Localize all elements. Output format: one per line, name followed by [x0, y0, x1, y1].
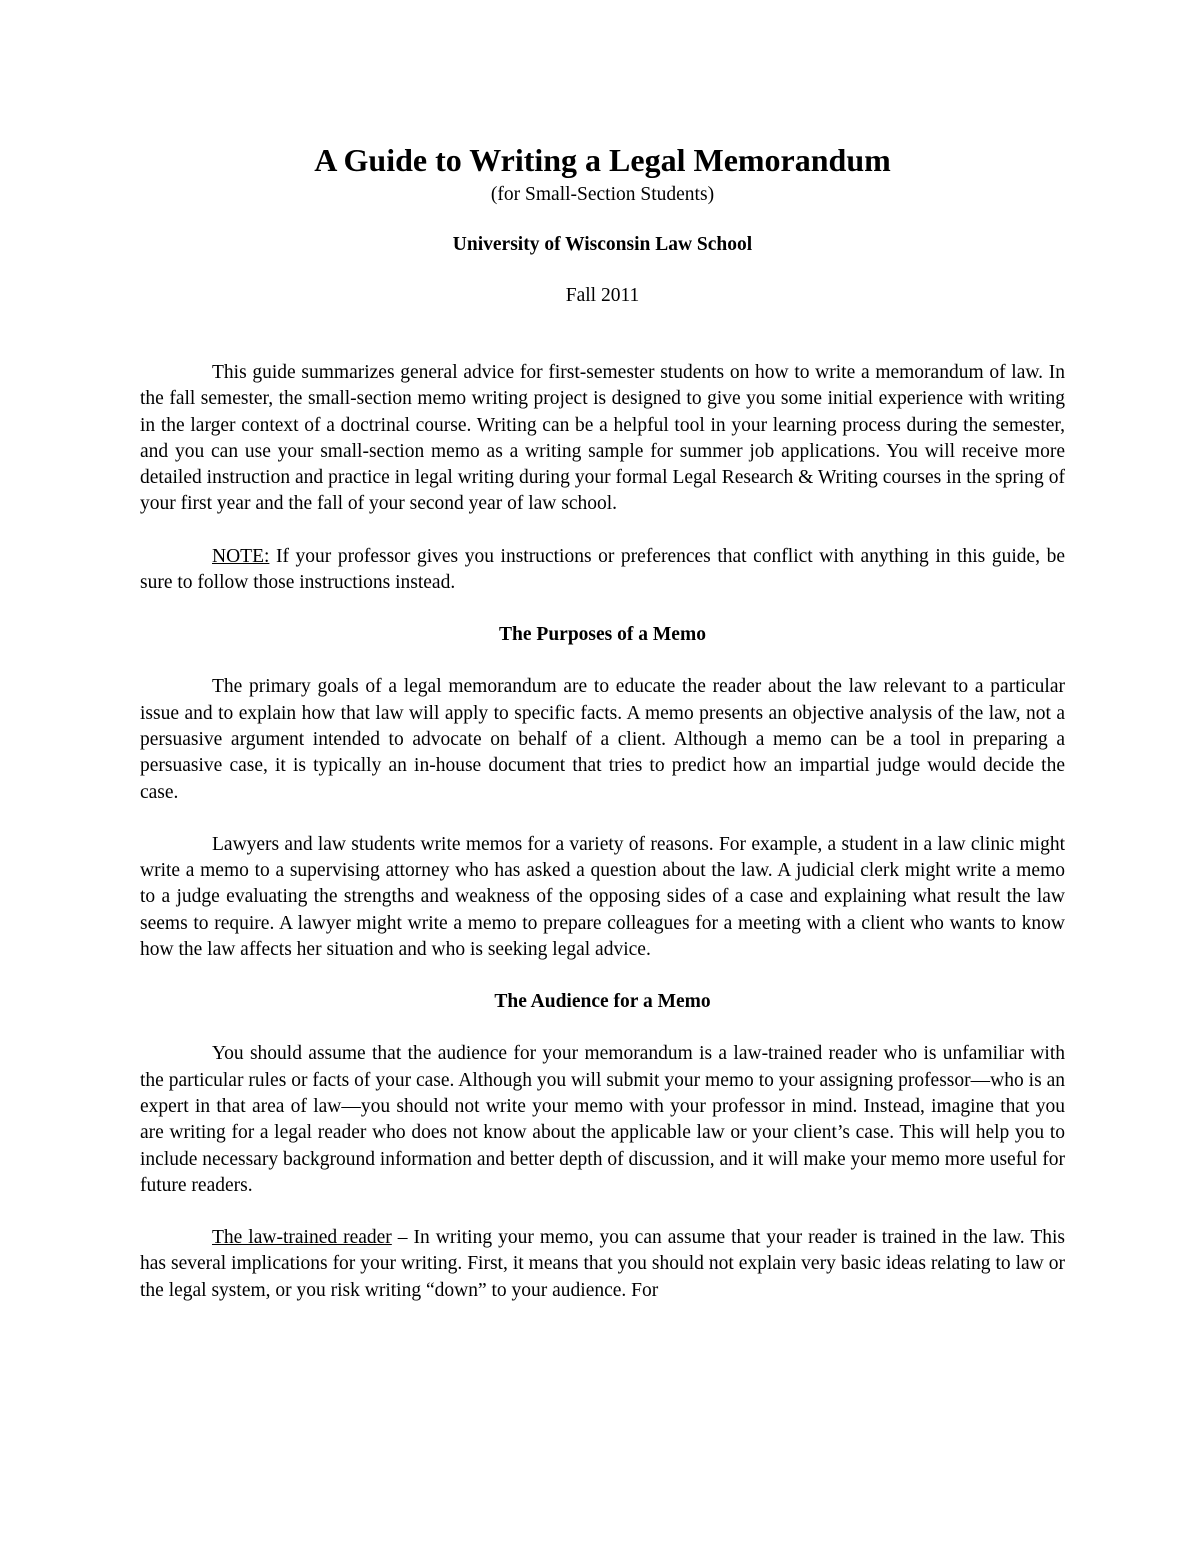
intro-paragraph: This guide summarizes general advice for first-semester students on how to write a memorandum of law. In the fall semester, the small-section memo writing project is designed to give you some initial experience with writing in the larger context of a doctrinal course. Writing can be a helpful tool in your learning process during the semester, and you can use your small-section memo as a writing sample for summer job applications. You will receive more detailed instruction and practice in legal writing during your formal Legal Research & Writing courses in the spring of your first year and the fall of your second year of law school. [140, 362, 1065, 515]
note-text: If your professor gives you instructions or preferences that conflict with anything in this guide, be sure to follow those instructions instead. [140, 545, 1065, 594]
law-trained-paragraph [140, 1225, 1065, 1304]
audience-paragraph-1: You should assume that the audience for your memorandum is a law-trained reader who is unfamiliar with the particular rules or facts of your case. Although you will submit your memo to your assigning professor—who is an expert in that area of law—you should not write your memo with your professor in mind. Instead, imagine that you are writing for a legal reader who does not know about the applicable law or your client’s case. This will help you to include necessary background information and better depth of discussion, and it will make your memo more useful for future readers. [140, 1043, 1065, 1196]
note-label: NOTE: [212, 545, 270, 567]
purposes-heading: The Purposes of a Memo [499, 624, 706, 646]
audience-heading: The Audience for a Memo [494, 991, 711, 1013]
document-body [140, 138, 1065, 1304]
note-paragraph [140, 544, 1065, 597]
law-trained-label: The law-trained reader [212, 1227, 392, 1249]
document-title: A Guide to Writing a Legal Memorandum [314, 142, 891, 178]
term-label: Fall 2011 [565, 285, 640, 306]
document-subtitle: (for Small-Section Students) [490, 184, 715, 205]
institution-name: University of Wisconsin Law School [452, 234, 753, 255]
law-trained-text: – In writing your memo, you can assume that your reader is trained in the law. This has several implications for your writing. First, it means that you should not explain very basic ideas relating to law or the legal system, or you risk writing “down” to your audience. For [140, 1227, 1065, 1301]
purposes-paragraph-2: Lawyers and law students write memos for a variety of reasons. For example, a student in a law clinic might write a memo to a supervising attorney who has asked a question about the law. A judicial clerk might write a memo to a judge evaluating the strengths and weakness of the opposing sides of a case and explaining what result the law seems to require. A lawyer might write a memo to prepare colleagues for a meeting with a client who wants to know how the law affects her situation and who is seeking legal advice. [140, 833, 1065, 961]
purposes-paragraph-1: The primary goals of a legal memorandum are to educate the reader about the law relevant to a particular issue and to explain how that law will apply to specific facts. A memo presents an objective analysis of the law, not a persuasive argument intended to advocate on behalf of a client. Although a memo can be a tool in preparing a persuasive case, it is typically an in-house document that tries to predict how an impartial judge would decide the case. [140, 676, 1065, 803]
